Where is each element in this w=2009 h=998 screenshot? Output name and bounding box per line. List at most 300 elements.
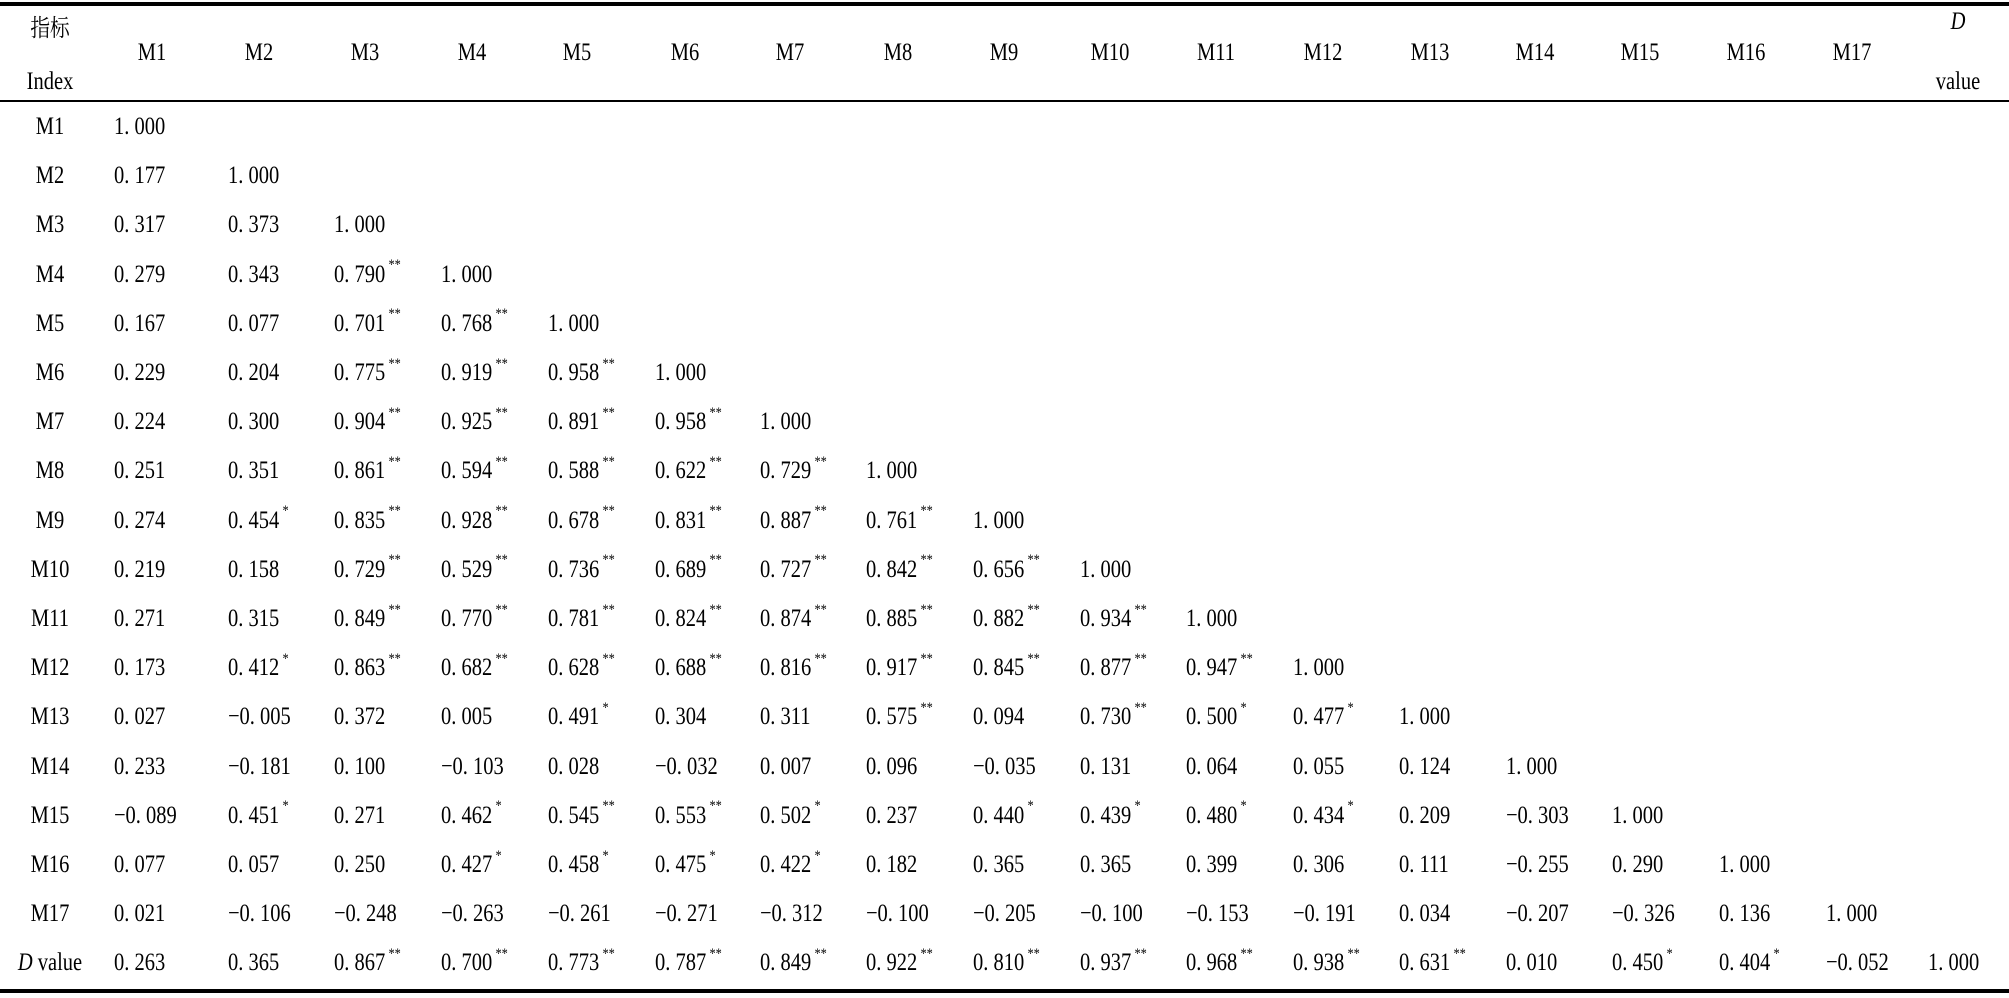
- cell-value: 0. 919: [441, 359, 493, 386]
- table-cell: [1186, 938, 1253, 988]
- significance-mark: **: [814, 601, 827, 618]
- significance-mark: **: [388, 552, 401, 569]
- cell-value: 0. 917: [866, 654, 918, 682]
- table-cell: [334, 496, 401, 546]
- d-value-header-word: value: [1935, 68, 1981, 95]
- cell-value: 0. 372: [334, 703, 386, 731]
- cell-value: 0. 458: [548, 851, 600, 878]
- cell-value: 0. 290: [1612, 851, 1664, 878]
- cell-value: 1. 000: [1506, 752, 1558, 780]
- cell-value: 0. 867: [334, 949, 386, 977]
- table-cell: [114, 692, 165, 742]
- significance-mark: *: [282, 798, 289, 815]
- cell-value: 0. 450: [1612, 949, 1664, 977]
- cell-value: 0. 233: [114, 752, 166, 780]
- table-cell: [655, 938, 722, 988]
- table-cell: [973, 840, 1024, 890]
- table-cell: [334, 545, 401, 595]
- cell-value: 0. 440: [973, 801, 1025, 829]
- table-cell: [114, 446, 165, 496]
- cell-value: 0. 315: [228, 605, 280, 632]
- table-cell: [228, 496, 289, 546]
- cell-value: 0. 404: [1719, 949, 1771, 977]
- cell-value: 0. 842: [866, 555, 918, 583]
- table-cell: [114, 200, 165, 250]
- column-header-m12: M12: [1303, 39, 1343, 66]
- significance-mark: **: [709, 798, 722, 815]
- cell-value: 0. 849: [760, 949, 812, 977]
- table-cell: [1612, 840, 1663, 890]
- cell-value: −0. 100: [1080, 900, 1143, 928]
- table-cell: [866, 938, 933, 988]
- cell-value: 0. 219: [114, 555, 166, 583]
- cell-value: 1. 000: [1399, 703, 1451, 731]
- significance-mark: *: [1240, 699, 1247, 716]
- table-cell: [973, 692, 1024, 742]
- table-cell: [1399, 840, 1449, 890]
- cell-value: −0. 052: [1826, 949, 1889, 977]
- cell-value: 1. 000: [1080, 555, 1132, 583]
- cell-value: −0. 035: [973, 752, 1036, 780]
- table-cell: [548, 545, 615, 595]
- table-cell: [228, 889, 291, 939]
- table-cell: [1612, 889, 1675, 939]
- cell-value: 0. 077: [114, 851, 166, 878]
- cell-value: 0. 111: [1399, 851, 1449, 878]
- table-cell: [1612, 791, 1663, 841]
- cell-value: 0. 177: [114, 162, 166, 190]
- column-header-m6: M6: [670, 39, 700, 66]
- row-label: M10: [30, 555, 70, 583]
- cell-value: 0. 306: [1293, 851, 1345, 878]
- cell-value: 0. 874: [760, 605, 812, 632]
- cell-value: 0. 781: [548, 605, 600, 632]
- table-cell: [760, 594, 827, 644]
- cell-value: 0. 545: [548, 801, 600, 829]
- cell-value: 0. 475: [655, 851, 707, 878]
- table-cell: [866, 446, 917, 496]
- significance-mark: **: [1027, 552, 1040, 569]
- cell-value: 0. 271: [114, 605, 166, 632]
- column-header-m13: M13: [1410, 39, 1450, 66]
- cell-value: 0. 057: [228, 851, 280, 878]
- cell-value: 0. 279: [114, 260, 166, 288]
- table-cell: [655, 397, 722, 447]
- significance-mark: **: [1347, 945, 1360, 962]
- significance-mark: **: [1027, 601, 1040, 618]
- table-cell: [1186, 791, 1247, 841]
- significance-mark: **: [814, 503, 827, 520]
- cell-value: 0. 005: [441, 703, 493, 731]
- cell-value: −0. 261: [548, 900, 611, 928]
- cell-value: −0. 207: [1506, 900, 1569, 928]
- cell-value: 0. 434: [1293, 801, 1345, 829]
- cell-value: 0. 682: [441, 654, 493, 682]
- cell-value: 0. 131: [1080, 752, 1132, 780]
- table-cell: [1186, 692, 1247, 742]
- table-cell: [1399, 692, 1450, 742]
- table-cell: [548, 348, 615, 398]
- table-cell: [973, 791, 1034, 841]
- cell-value: −0. 312: [760, 900, 823, 928]
- cell-value: 0. 656: [973, 555, 1025, 583]
- cell-value: 0. 575: [866, 703, 918, 731]
- table-cell: [334, 889, 397, 939]
- significance-mark: **: [495, 503, 508, 520]
- cell-value: 0. 730: [1080, 703, 1132, 731]
- significance-mark: **: [1134, 601, 1147, 618]
- table-cell: [1293, 742, 1344, 792]
- row-label-text: value: [32, 949, 83, 977]
- table-cell: [973, 594, 1040, 644]
- table-cell: [441, 692, 492, 742]
- table-cell: [334, 348, 401, 398]
- table-cell: [973, 496, 1024, 546]
- table-cell: [228, 791, 289, 841]
- table-cell: [548, 791, 615, 841]
- table-cell: [228, 446, 279, 496]
- table-cell: [760, 889, 823, 939]
- cell-value: −0. 191: [1293, 900, 1356, 928]
- table-cell: [334, 643, 401, 693]
- cell-value: 0. 096: [866, 752, 918, 780]
- table-cell: [334, 200, 385, 250]
- cell-value: 0. 365: [1080, 851, 1132, 878]
- table-cell: [1080, 594, 1147, 644]
- significance-mark: **: [920, 650, 933, 667]
- cell-value: 0. 209: [1399, 801, 1451, 829]
- cell-value: 0. 768: [441, 309, 493, 337]
- table-cell: [441, 397, 508, 447]
- cell-value: 0. 736: [548, 555, 600, 583]
- column-header-m7: M7: [775, 39, 805, 66]
- column-header-m15: M15: [1620, 39, 1660, 66]
- significance-mark: *: [1027, 798, 1034, 815]
- significance-mark: **: [495, 355, 508, 372]
- cell-value: −0. 032: [655, 752, 718, 780]
- table-cell: [866, 643, 933, 693]
- row-label: M5: [35, 309, 65, 337]
- table-cell: [655, 889, 718, 939]
- column-header-m4: M4: [457, 39, 487, 66]
- cell-value: −0. 326: [1612, 900, 1675, 928]
- significance-mark: **: [920, 552, 933, 569]
- table-cell: [655, 496, 722, 546]
- index-header-zh: 指标: [30, 14, 70, 42]
- cell-value: 1. 000: [1186, 605, 1238, 632]
- cell-value: 0. 824: [655, 605, 707, 632]
- cell-value: 0. 343: [228, 260, 280, 288]
- table-cell: [228, 545, 279, 595]
- table-cell: [1293, 840, 1344, 890]
- cell-value: 0. 028: [548, 752, 600, 780]
- row-label: M9: [35, 506, 65, 534]
- table-cell: [1506, 840, 1569, 890]
- significance-mark: **: [920, 945, 933, 962]
- cell-value: 0. 761: [866, 506, 918, 534]
- table-cell: [548, 643, 615, 693]
- table-cell: [441, 446, 508, 496]
- row-label-italic: D: [17, 949, 33, 977]
- table-cell: [655, 594, 722, 644]
- cell-value: 0. 010: [1506, 949, 1558, 977]
- cell-value: 0. 204: [228, 359, 280, 386]
- index-header: [9, 6, 91, 100]
- significance-mark: **: [814, 650, 827, 667]
- table-cell: [114, 348, 165, 398]
- cell-value: 0. 594: [441, 457, 493, 485]
- cell-value: 0. 124: [1399, 752, 1451, 780]
- cell-value: 0. 451: [228, 801, 280, 829]
- cell-value: 0. 034: [1399, 900, 1451, 928]
- table-cell: [1399, 742, 1450, 792]
- table-cell: [441, 250, 492, 300]
- significance-mark: **: [388, 650, 401, 667]
- table-cell: [114, 938, 165, 988]
- significance-mark: **: [1027, 650, 1040, 667]
- table-cell: [441, 348, 508, 398]
- cell-value: 0. 845: [973, 654, 1025, 682]
- header-rule: [0, 100, 2009, 102]
- significance-mark: **: [814, 552, 827, 569]
- row-label: M2: [35, 162, 65, 190]
- table-cell: [866, 889, 929, 939]
- cell-value: 1. 000: [760, 408, 812, 436]
- cell-value: 0. 237: [866, 801, 918, 829]
- table-cell: [114, 496, 165, 546]
- table-cell: [760, 496, 827, 546]
- table-cell: [866, 742, 917, 792]
- cell-value: 0. 077: [228, 309, 280, 337]
- significance-mark: **: [709, 601, 722, 618]
- cell-value: 0. 947: [1186, 654, 1238, 682]
- table-cell: [760, 742, 811, 792]
- table-cell: [228, 594, 279, 644]
- row-label: M17: [30, 900, 70, 928]
- significance-mark: **: [388, 601, 401, 618]
- cell-value: 0. 136: [1719, 900, 1771, 928]
- table-cell: [441, 791, 502, 841]
- cell-value: −0. 106: [228, 900, 291, 928]
- significance-mark: *: [1666, 945, 1673, 962]
- cell-value: 0. 891: [548, 408, 600, 436]
- cell-value: 0. 631: [1399, 949, 1451, 977]
- cell-value: −0. 271: [655, 900, 718, 928]
- table-cell: [334, 791, 385, 841]
- table-cell: [548, 840, 609, 890]
- cell-value: 0. 887: [760, 506, 812, 534]
- table-cell: [228, 397, 279, 447]
- table-cell: [228, 299, 279, 349]
- table-cell: [548, 594, 615, 644]
- significance-mark: *: [1134, 798, 1141, 815]
- significance-mark: **: [388, 945, 401, 962]
- table-cell: [228, 250, 279, 300]
- significance-mark: **: [1453, 945, 1466, 962]
- table-cell: [973, 938, 1040, 988]
- significance-mark: *: [602, 847, 609, 864]
- cell-value: 0. 937: [1080, 949, 1132, 977]
- cell-value: −0. 005: [228, 703, 291, 731]
- significance-mark: **: [388, 453, 401, 470]
- table-cell: [760, 791, 821, 841]
- cell-value: 0. 480: [1186, 801, 1238, 829]
- row-label: M11: [31, 605, 69, 632]
- significance-mark: **: [602, 650, 615, 667]
- table-cell: [1612, 938, 1673, 988]
- cell-value: 1. 000: [1826, 900, 1878, 928]
- cell-value: 0. 787: [655, 949, 707, 977]
- cell-value: 0. 934: [1080, 605, 1132, 632]
- table-cell: [441, 545, 508, 595]
- table-cell: [1293, 938, 1360, 988]
- cell-value: 0. 925: [441, 408, 493, 436]
- table-cell: [1186, 643, 1253, 693]
- table-cell: [114, 397, 165, 447]
- table-cell: [548, 938, 615, 988]
- table-cell: [1080, 889, 1143, 939]
- significance-mark: **: [1240, 650, 1253, 667]
- cell-value: 0. 553: [655, 801, 707, 829]
- cell-value: 1. 000: [228, 162, 280, 190]
- row-label: [9, 938, 91, 988]
- table-cell: [114, 840, 165, 890]
- table-cell: [114, 102, 165, 152]
- cell-value: 0. 263: [114, 949, 166, 977]
- significance-mark: **: [920, 699, 933, 716]
- significance-mark: *: [495, 798, 502, 815]
- cell-value: 0. 928: [441, 506, 493, 534]
- significance-mark: **: [1134, 945, 1147, 962]
- cell-value: −0. 303: [1506, 801, 1569, 829]
- column-header-m1: M1: [137, 39, 167, 66]
- table-cell: [334, 397, 401, 447]
- cell-value: 0. 816: [760, 654, 812, 682]
- table-cell: [114, 742, 165, 792]
- table-cell: [866, 692, 933, 742]
- table-cell: [760, 840, 821, 890]
- significance-mark: *: [709, 847, 716, 864]
- cell-value: 0. 689: [655, 555, 707, 583]
- table-cell: [441, 840, 502, 890]
- significance-mark: **: [388, 503, 401, 520]
- cell-value: 0. 678: [548, 506, 600, 534]
- row-label: M12: [30, 654, 70, 682]
- cell-value: 0. 365: [228, 949, 280, 977]
- significance-mark: *: [814, 798, 821, 815]
- table-cell: [866, 791, 917, 841]
- significance-mark: **: [388, 306, 401, 323]
- column-header-m11: M11: [1197, 39, 1235, 66]
- significance-mark: **: [709, 552, 722, 569]
- cell-value: 0. 100: [334, 752, 386, 780]
- table-cell: [114, 889, 165, 939]
- table-cell: [1293, 643, 1344, 693]
- cell-value: 0. 529: [441, 555, 493, 583]
- table-cell: [866, 594, 933, 644]
- cell-value: 0. 365: [973, 851, 1025, 878]
- table-cell: [866, 496, 933, 546]
- table-cell: [760, 397, 811, 447]
- cell-value: 0. 810: [973, 949, 1025, 977]
- table-cell: [760, 643, 827, 693]
- cell-value: 0. 007: [760, 752, 812, 780]
- table-cell: [334, 938, 401, 988]
- cell-value: 0. 877: [1080, 654, 1132, 682]
- cell-value: 0. 351: [228, 457, 280, 485]
- row-label: M13: [30, 703, 70, 731]
- cell-value: 0. 250: [334, 851, 386, 878]
- cell-value: 1. 000: [334, 211, 386, 239]
- cell-value: 0. 588: [548, 457, 600, 485]
- significance-mark: **: [709, 945, 722, 962]
- significance-mark: **: [814, 945, 827, 962]
- cell-value: 0. 938: [1293, 949, 1345, 977]
- cell-value: −0. 103: [441, 752, 504, 780]
- cell-value: 0. 167: [114, 309, 166, 337]
- table-cell: [1293, 692, 1354, 742]
- cell-value: 0. 729: [334, 555, 386, 583]
- significance-mark: **: [1134, 699, 1147, 716]
- column-header-m14: M14: [1515, 39, 1555, 66]
- cell-value: 0. 729: [760, 457, 812, 485]
- table-cell: [548, 299, 599, 349]
- table-cell: [441, 299, 508, 349]
- cell-value: −0. 248: [334, 900, 397, 928]
- table-cell: [334, 446, 401, 496]
- cell-value: 0. 835: [334, 506, 386, 534]
- table-cell: [1399, 791, 1450, 841]
- cell-value: 0. 628: [548, 654, 600, 682]
- table-cell: [334, 692, 385, 742]
- significance-mark: *: [495, 847, 502, 864]
- significance-mark: **: [602, 355, 615, 372]
- index-header-en: Index: [26, 68, 74, 95]
- cell-value: 1. 000: [548, 309, 600, 337]
- column-header-m3: M3: [350, 39, 380, 66]
- significance-mark: **: [709, 453, 722, 470]
- table-cell: [114, 791, 177, 841]
- column-header-m17: M17: [1832, 39, 1872, 66]
- table-cell: [1399, 889, 1450, 939]
- table-cell: [1826, 889, 1877, 939]
- cell-value: 0. 500: [1186, 703, 1238, 731]
- significance-mark: **: [709, 404, 722, 421]
- significance-mark: **: [495, 404, 508, 421]
- significance-mark: **: [1134, 650, 1147, 667]
- cell-value: 0. 885: [866, 605, 918, 632]
- significance-mark: *: [814, 847, 821, 864]
- row-label: M8: [35, 457, 65, 485]
- cell-value: 0. 863: [334, 654, 386, 682]
- table-cell: [441, 594, 508, 644]
- row-label: M16: [30, 851, 70, 878]
- table-cell: [441, 643, 508, 693]
- table-cell: [1186, 594, 1237, 644]
- cell-value: 0. 882: [973, 605, 1025, 632]
- cell-value: 0. 027: [114, 703, 166, 731]
- table-cell: [228, 200, 279, 250]
- significance-mark: **: [388, 355, 401, 372]
- cell-value: −0. 089: [114, 801, 177, 829]
- cell-value: 0. 688: [655, 654, 707, 682]
- significance-mark: **: [495, 306, 508, 323]
- significance-mark: *: [282, 650, 289, 667]
- significance-mark: **: [388, 257, 401, 274]
- significance-mark: *: [602, 699, 609, 716]
- table-cell: [1719, 938, 1780, 988]
- cell-value: 0. 021: [114, 900, 166, 928]
